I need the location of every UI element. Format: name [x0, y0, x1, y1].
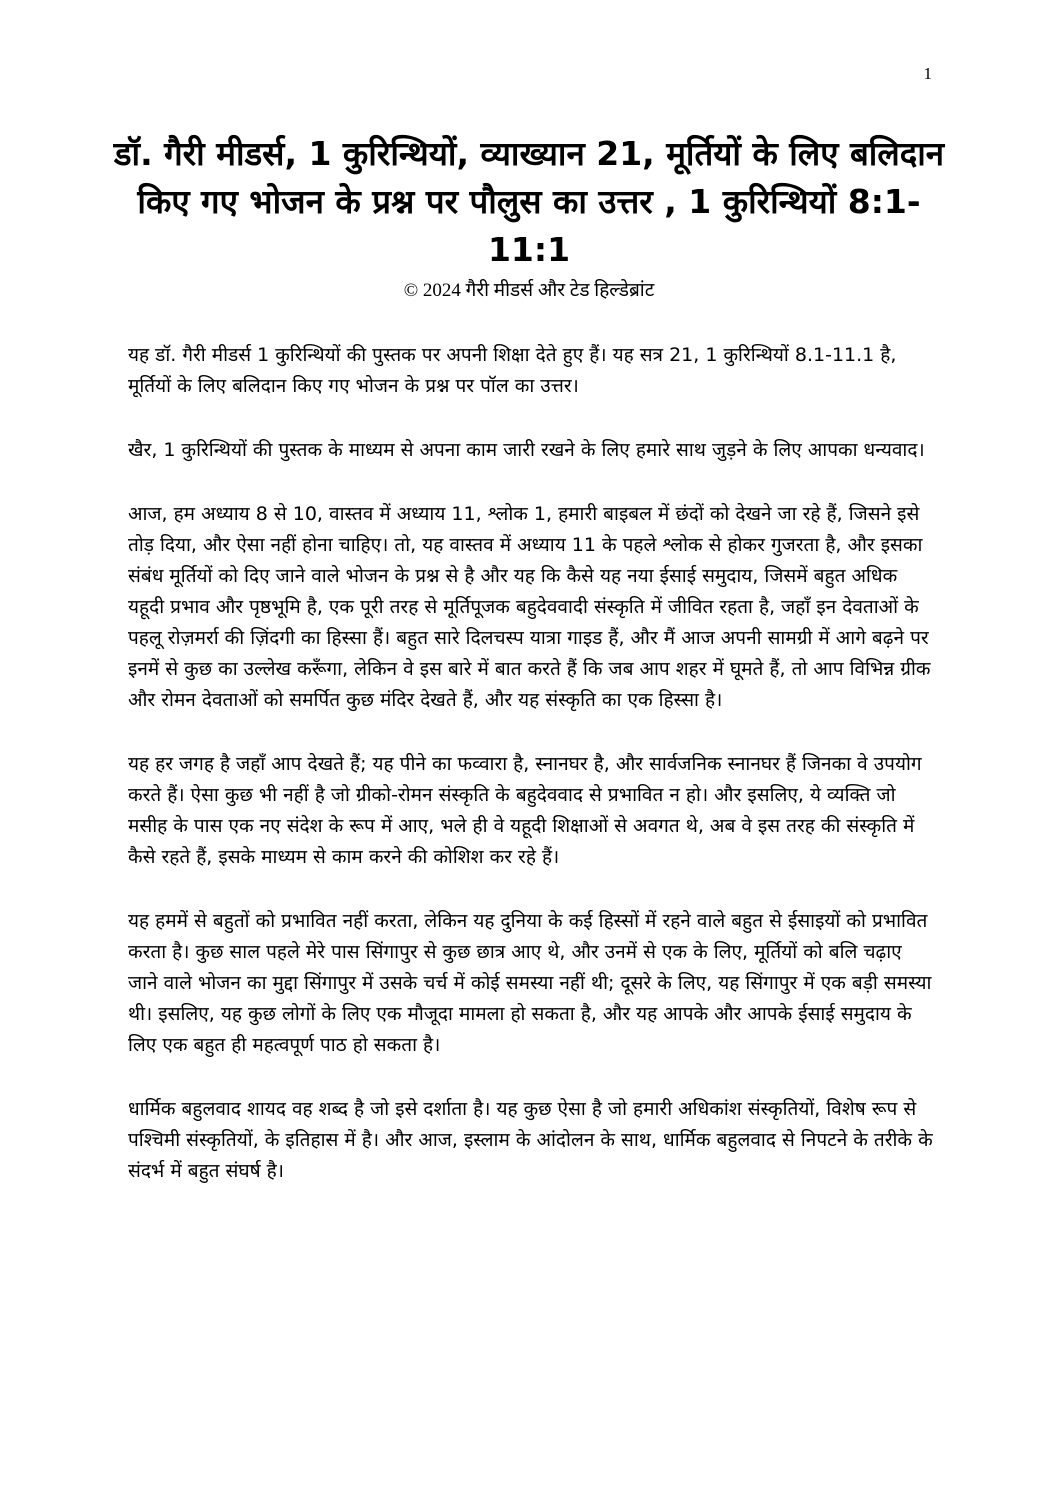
- paragraph: यह हर जगह है जहाँ आप देखते हैं; यह पीने का फव्वारा है, स्नानघर है, और सार्वजनिक स्नानघर हैं जिनका वे उपयोग करते हैं। ऐसा कुछ भी नहीं है जो ग्रीको-रोमन संस्कृति के बहुदेववाद से प्रभावित न हो। और इसलिए, ये व्यक्ति जो मसीह के पास एक नए संदेश के रूप में आए, भले ही वे यहूदी शिक्षाओं से अवगत थे, अब वे इस तरह की संस्कृति में कैसे रहते हैं, इसके माध्यम से काम करने की कोशिश कर रहे हैं।: [128, 753, 922, 868]
- paragraph: यह हममें से बहुतों को प्रभावित नहीं करता, लेकिन यह दुनिया के कई हिस्सों में रहने वाले बहुत से ईसाइयों को प्रभावित करता है। कुछ साल पहले मेरे पास सिंगापुर से कुछ छात्र आए थे, और उनमें से एक के लिए, मूर्तियों को बलि चढ़ाए जाने वाले भोजन का मुद्दा सिंगापुर में उसके चर्च में कोई समस्या नहीं थी; दूसरे के लिए, यह सिंगापुर में एक बड़ी समस्या थी। इसलिए, यह कुछ लोगों के लिए एक मौजूदा मामला हो सकता है, और यह आपके और आपके ईसाई समुदाय के लिए एक बहुत ही महत्वपूर्ण पाठ हो सकता है।: [128, 910, 932, 1056]
- copyright-line: © 2024 गैरी मीडर्स और टेड हिल्डेब्रांट: [403, 280, 655, 301]
- title-block: [110, 130, 948, 304]
- paragraph: यह डॉ. गैरी मीडर्स 1 कुरिन्थियों की पुस्तक पर अपनी शिक्षा देते हुए हैं। यह सत्र 21, 1 कुरिन्थियों 8.1-11.1 है, मूर्तियों के लिए बलिदान किए गए भोजन के प्रश्न पर पॉल का उत्तर।: [128, 344, 897, 397]
- body-text: [128, 340, 934, 1220]
- paragraph: खैर, 1 कुरिन्थियों की पुस्तक के माध्यम से अपना काम जारी रखने के लिए हमारे साथ जुड़ने के लिए आपका धन्यवाद।: [128, 439, 925, 461]
- document-title: डॉ. गैरी मीडर्स, 1 कुरिन्थियों, व्याख्यान 21, मूर्तियों के लिए बलिदान किए गए भोजन के प्रश्न पर पौलुस का उत्तर , 1 कुरिन्थियों 8:1-11:1: [113, 134, 945, 269]
- paragraph: धार्मिक बहुलवाद शायद वह शब्द है जो इसे दर्शाता है। यह कुछ ऐसा है जो हमारी अधिकांश संस्कृतियों, विशेष रूप से पश्चिमी संस्कृतियों, के इतिहास में है। और आज, इस्लाम के आंदोलन के साथ, धार्मिक बहुलवाद से निपटने के तरीके के संदर्भ में बहुत संघर्ष है।: [128, 1098, 933, 1182]
- page-number: 1: [923, 64, 932, 83]
- paragraph: आज, हम अध्याय 8 से 10, वास्तव में अध्याय 11, श्लोक 1, हमारी बाइबल में छंदों को देखने जा रहे हैं, जिसने इसे तोड़ दिया, और ऐसा नहीं होना चाहिए। तो, यह वास्तव में अध्याय 11 के पहले श्लोक से होकर गुजरता है, और इसका संबंध मूर्तियों को दिए जाने वाले भोजन के प्रश्न से है और यह कि कैसे यह नया ईसाई समुदाय, जिसमें बहुत अधिक यहूदी प्रभाव और पृष्ठभूमि है, एक पूरी तरह से मूर्तिपूजक बहुदेववादी संस्कृति में जीवित रहता है, जहाँ इन देवताओं के पहलू रोज़मर्रा की ज़िंदगी का हिस्सा हैं। बहुत सारे दिलचस्प यात्रा गाइड हैं, और मैं आज अपनी सामग्री में आगे बढ़ने पर इनमें से कुछ का उल्लेख करूँगा, लेकिन वे इस बारे में बात करते हैं कि जब आप शहर में घूमते हैं, तो आप विभिन्न ग्रीक और रोमन देवताओं को समर्पित कुछ मंदिर देखते हैं, और यह संस्कृति का एक हिस्सा है।: [128, 503, 931, 711]
